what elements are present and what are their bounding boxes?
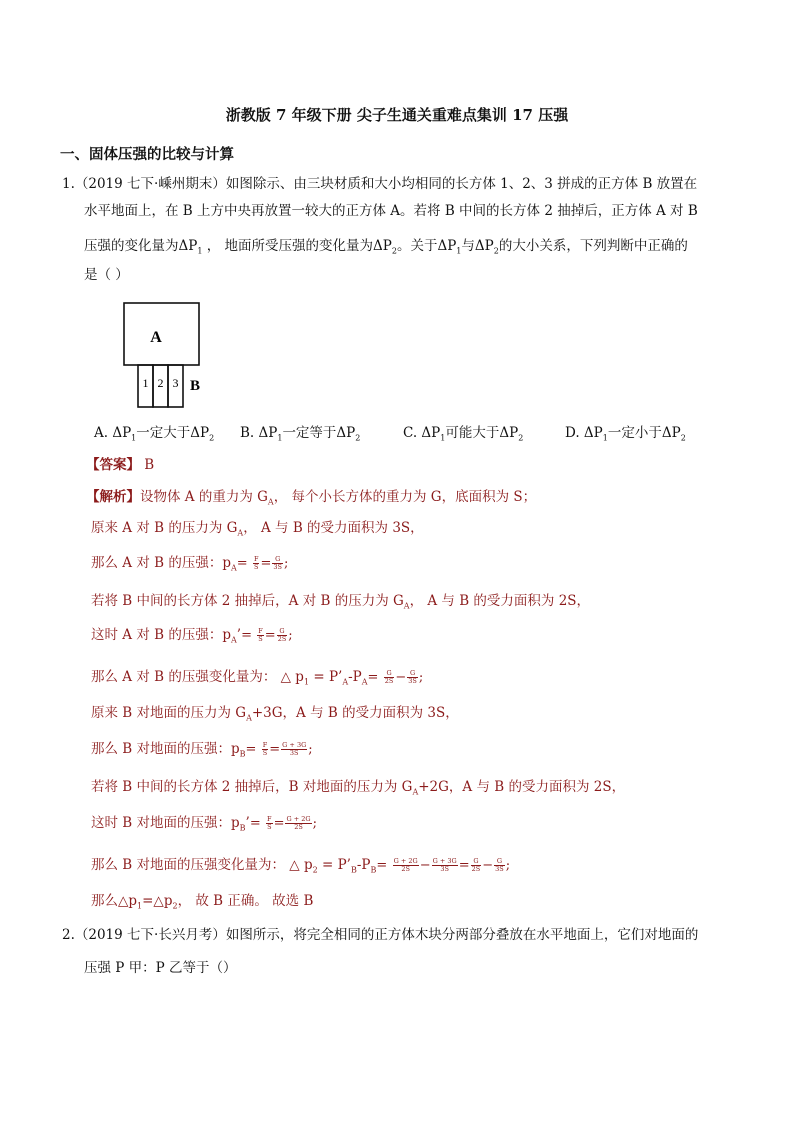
page-title: 浙教版 7 年级下册 尖子生通关重难点集训 17 压强 [225,106,569,124]
analysis-line-8: 那么 B 对地面的压强：$p_B=$ $\frac{F}{S}$ = $\frac{G + 3G}{3S}$ ; [91,741,313,759]
section-heading: 一、固体压强的比较与计算 [60,146,234,163]
answer: 【答案】 B [86,457,155,473]
label-2: 2 [157,376,164,390]
analysis-line-10: 这时 B 对地面的压强：$p_B’=$ $\frac{F}{S}$ = $\frac{G + 2G}{2S}$ ; [91,815,317,833]
analysis-line-3: 那么 A 对 B 的压强：$p_A=$ $\frac{F}{S}$ = $\frac{G}{3S}$ ; [91,555,289,573]
option-b: B. $\Delta P_1$一定等于$\Delta P_2$ [240,425,361,443]
option-a: A. $\Delta P_1$一定大于$\Delta P_2$ [94,425,215,443]
fraction-ga-3s-c: $\frac{G}{3S}$ [495,857,504,873]
analysis-line-4: 若将 B 中间的长方体 2 抽掉后，A 对 B 的压力为 $G_A$， A 与 B 的受力面积为 2S， [91,593,591,611]
label-a: A [150,329,162,346]
analysis-line-7: 原来 B 对地面的压力为 $G_A+3G$，A 与 B 的受力面积为 3S， [91,705,459,723]
option-d: D. $\Delta P_1$一定小于$\Delta P_2$ [565,425,686,443]
label-1: 1 [142,376,149,390]
fraction-fa-prime: $\frac{F}{S}$ [258,627,263,643]
analysis-line-2: 原来 A 对 B 的压力为 $G_A$， A 与 B 的受力面积为 3S， [91,520,424,538]
fraction-ga-2s: $\frac{G}{2S}$ [277,627,287,643]
q1-line3: 压强的变化量为$\Delta P_1$ ， 地面所受压强的变化量为$\Delta P_2$。关于$\Delta P_1$与$\Delta P_2$的大小关系，下列判断中正确的 [84,238,688,256]
label-3: 3 [172,376,179,390]
q2-line2: 压强 P 甲：P 乙等于（） [84,960,237,976]
fraction-ga-2s-c: $\frac{G}{2S}$ [471,857,481,873]
fraction-fa-sa: $\frac{F}{S}$ [253,555,259,571]
analysis-line-1: 【解析】设物体 A 的重力为 $G_A$， 每个小长方体的重力为 G，底面积为 S； [86,489,537,507]
fraction-fb-sb: $\frac{F}{S}$ [262,741,268,757]
option-c: C. $\Delta P_1$可能大于$\Delta P_2$ [403,425,524,443]
q2-line1: 2.（2019 七下·长兴月考）如图所示，将完全相同的正方体木块分两部分叠放在水平地面上，它们对地面的 [62,927,699,943]
analysis-line-6: 那么 A 对 B 的压强变化量为： △ $p_1$ = $P’_A-P_A=$ $\frac{G}{2S}$ − $\frac{G}{3S}$ ; [91,669,424,687]
analysis-line-12: 那么$\triangle p_1=\triangle p_2$， 故 B 正确。 故选 B [91,893,314,911]
fraction-ga-2s-b: $\frac{G}{2S}$ [384,669,394,685]
q1-line2: 水平地面上，在 B 上方中央再放置一较大的正方体 A。若将 B 中间的长方体 2 抽掉后，正方体 A 对 B [84,203,698,219]
fraction-ga2g-2s-b: $\frac{G + 2G}{2S}$ [393,857,418,873]
q1-line4: 是（ ） [84,267,129,283]
fraction-ga2g-2s: $\frac{G + 2G}{2S}$ [286,815,311,831]
fraction-ga3g-3s-b: $\frac{G + 3G}{3S}$ [432,857,457,873]
q1-line1: 1.（2019 七下·嵊州期末）如图除示、由三块材质和大小均相同的长方体 1、2、3 拼成的正方体 B 放置在 [62,176,698,192]
fraction-ga3g-3s: $\frac{G + 3G}{3S}$ [282,741,307,757]
fraction-ga-3s: $\frac{G}{3S}$ [273,555,282,571]
fraction-ga-3s-b: $\frac{G}{3S}$ [408,669,417,685]
q1-figure [118,300,218,412]
fraction-fb-prime: $\frac{F}{S}$ [267,815,272,831]
analysis-line-9: 若将 B 中间的长方体 2 抽掉后，B 对地面的压力为 $G_A+2G$，A 与 B 的受力面积为 2S， [91,779,626,797]
analysis-line-11: 那么 B 对地面的压强变化量为： △ $p_2$ = $P’_B-P_B=$ $\frac{G + 2G}{2S}$ − $\frac{G + 3G}{3S}$ = $\frac{G}{2S}$ − $\frac{G}{3S}$ ; [91,857,511,875]
label-b: B [190,378,201,394]
analysis-line-5: 这时 A 对 B 的压强：$p_A’=$ $\frac{F}{S}$ = $\frac{G}{2S}$ ; [91,627,293,645]
